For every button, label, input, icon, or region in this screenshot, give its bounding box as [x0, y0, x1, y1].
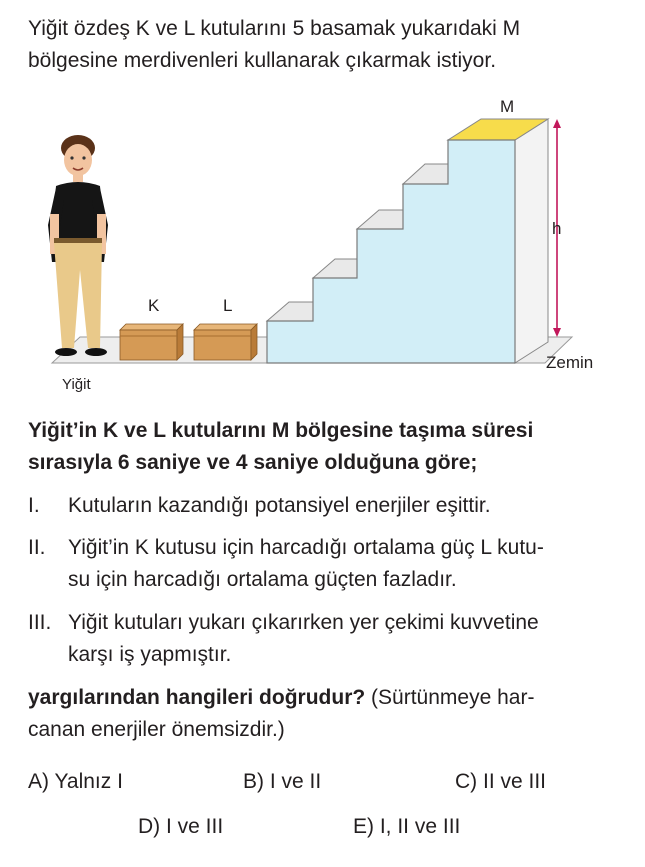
label-l: L — [223, 296, 233, 315]
statement-1-number: I. — [28, 494, 40, 517]
stair-front-face — [267, 140, 515, 363]
statement-3-number: III. — [28, 611, 52, 634]
intro-line-2: bölgesine merdivenleri kullanarak çıkarmak istiyor. — [28, 49, 497, 72]
statement-2-text-line-2: su için harcadığı ortalama güçten fazladır. — [68, 568, 457, 591]
intro-line-1: Yiğit özdeş K ve L kutularını 5 basamak yukarıdaki M — [28, 17, 521, 40]
statement-2-text-line-1: Yiğit’in K kutusu için harcadığı ortalama güç L kutu- — [68, 536, 544, 559]
question-line-2: sırasıyla 6 saniye ve 4 saniye olduğuna göre; — [28, 451, 478, 474]
statement-1-text: Kutuların kazandığı potansiyel enerjiler eşittir. — [68, 494, 491, 517]
ask-bold: yargılarından hangileri doğrudur? — [28, 686, 366, 709]
label-person: Yiğit — [62, 376, 91, 393]
staircase-figure — [0, 0, 645, 400]
height-arrow-top — [553, 119, 561, 128]
statement-3-text-line-1: Yiğit kutuları yukarı çıkarırken yer çekimi kuvvetine — [68, 611, 539, 634]
option-d[interactable]: D) I ve III — [138, 815, 224, 838]
ask-line-1 — [28, 683, 534, 713]
ask-rest: (Sürtünmeye har- — [365, 686, 535, 709]
option-b[interactable]: B) I ve II — [243, 770, 322, 793]
box-k — [120, 324, 183, 360]
option-e[interactable]: E) I, II ve III — [353, 815, 461, 838]
statement-3-text-line-2: karşı iş yapmıştır. — [68, 643, 232, 666]
box-l — [194, 324, 257, 360]
label-m: M — [500, 97, 515, 116]
label-k: K — [148, 296, 160, 315]
option-a[interactable]: A) Yalnız I — [28, 770, 123, 793]
ask-line-2: canan enerjiler önemsizdir.) — [28, 718, 285, 741]
height-arrow-bottom — [553, 328, 561, 337]
stair-side-face — [515, 119, 548, 363]
label-h: h — [552, 219, 562, 238]
person-illustration — [48, 135, 108, 356]
label-zemin: Zemin — [546, 353, 594, 372]
option-c[interactable]: C) II ve III — [455, 770, 547, 793]
question-line-1: Yiğit’in K ve L kutularını M bölgesine taşıma süresi — [28, 419, 534, 442]
statement-2-number: II. — [28, 536, 46, 559]
